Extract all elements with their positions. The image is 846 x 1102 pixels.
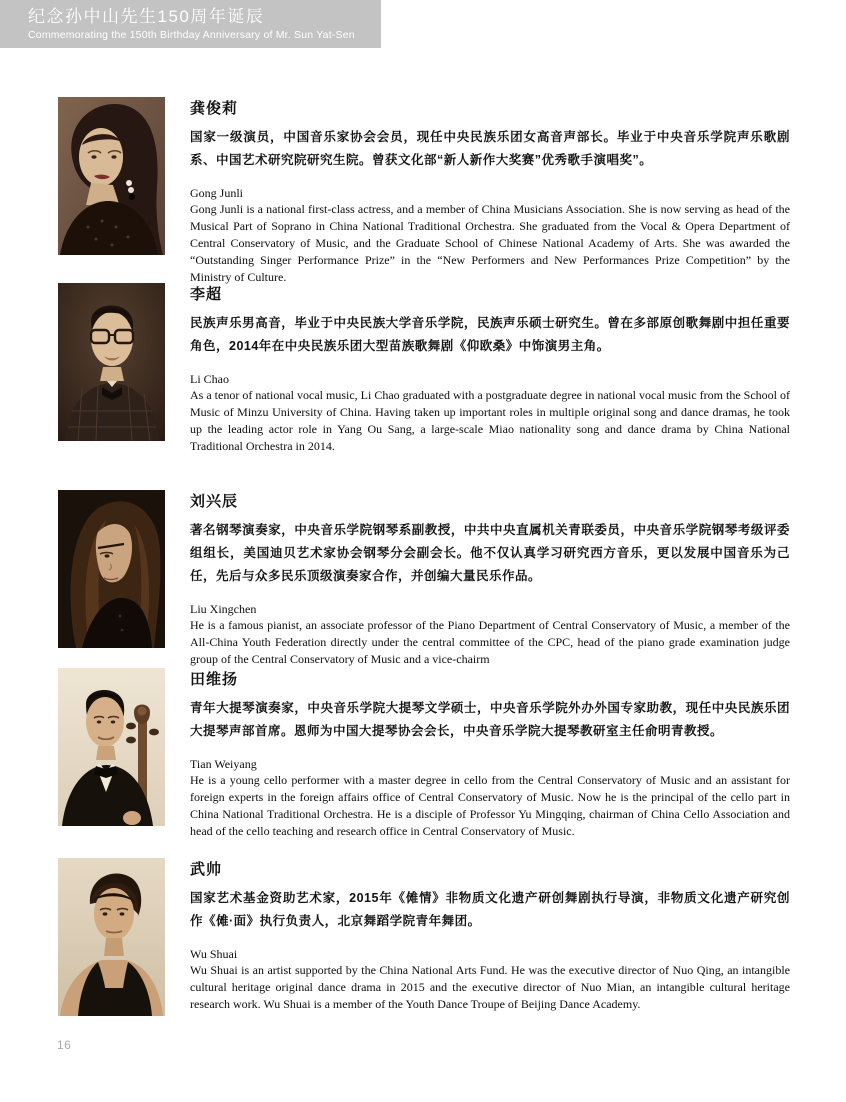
performer-bio-zh: 著名钢琴演奏家，中央音乐学院钢琴系副教授，中共中央直属机关青联委员，中央音乐学院钢琴考级评委组组长，美国迪贝艺术家协会钢琴分会副会长。他不仅认真学习研究西方音乐，更以发展中国音乐为己任，先后与众多民乐顶级演奏家合作，并创编大量民乐作品。 bbox=[190, 523, 790, 583]
performer-name-en: Wu Shuai bbox=[190, 947, 238, 961]
sepia-portrait-long-hair-icon bbox=[58, 490, 165, 648]
sepia-portrait-cellist-icon bbox=[58, 668, 165, 826]
sepia-portrait-dancer-icon bbox=[58, 858, 165, 1016]
performer-bio-zh: 国家一级演员，中国音乐家协会会员，现任中央民族乐团女高音声部长。毕业于中央音乐学院声乐歌剧系、中国艺术研究院研究生院。曾获文化部“新人新作大奖赛”优秀歌手演唱奖”。 bbox=[190, 130, 790, 167]
performer-bio-zh: 国家艺术基金资助艺术家，2015年《傩情》非物质文化遗产研创舞剧执行导演，非物质文化遗产研究创作《傩·面》执行负责人，北京舞蹈学院青年舞团。 bbox=[190, 891, 790, 928]
performer-name-en: Li Chao bbox=[190, 372, 229, 386]
performer-name-zh: 李超 bbox=[190, 286, 223, 303]
portrait-photo-wu-shuai bbox=[58, 858, 165, 1016]
performer-name-zh: 刘兴辰 bbox=[190, 493, 239, 510]
page-title: 纪念孙中山先生150周年诞辰 bbox=[28, 7, 265, 26]
sepia-portrait-man-glasses-icon bbox=[58, 283, 165, 441]
performer-bio-en: He is a famous pianist, an associate professor of the Piano Department of Central Conservatory of Music, a member of the All-China Youth Federation directly under the central committee of the CPC, head of the piano grade examination judge group of the Central Conservatory of Music and a vice-chairm bbox=[190, 618, 790, 666]
header-banner bbox=[0, 0, 381, 48]
performer-bio-en: He is a young cello performer with a master degree in cello from the Central Conservatory of Music and an assistant for foreign experts in the foreign affairs office of Central Conservatory of Music. Now he is the principal of the cello part in China National Traditional Orchestra. He is a disciple of Professor Yu Mingqing, chairman of China Cello Association and head of the cello teaching and research office in Central Conservatory of Music. bbox=[190, 773, 790, 838]
profile-text-liu-xingchen bbox=[190, 490, 790, 668]
performer-name-en: Liu Xingchen bbox=[190, 602, 257, 616]
performer-bio-en: Wu Shuai is an artist supported by the China National Arts Fund. He was the executive director of Nuo Qing, an intangible cultural heritage original dance drama in 2015 and the executive director of Nuo Mian, an intangible cultural heritage research work. Wu Shuai is a member of the Youth Dance Troupe of Beijing Dance Academy. bbox=[190, 963, 790, 1011]
portrait-photo-tian-weiyang bbox=[58, 668, 165, 826]
portrait-photo-gong-junli bbox=[58, 97, 165, 255]
performer-name-zh: 龚俊莉 bbox=[190, 100, 239, 117]
performer-bio-zh: 青年大提琴演奏家，中央音乐学院大提琴文学硕士，中央音乐学院外办外国专家助教，现任中央民族乐团大提琴声部首席。恩师为中国大提琴协会会长，中央音乐学院大提琴教研室主任俞明青教授。 bbox=[190, 701, 790, 738]
profile-text-li-chao bbox=[190, 283, 790, 455]
performer-name-en: Gong Junli bbox=[190, 186, 244, 200]
performer-name-zh: 田维扬 bbox=[190, 671, 239, 688]
performer-bio-en: As a tenor of national vocal music, Li Chao graduated with a postgraduate degree in national vocal music from the School of Music of Minzu University of China. Having taken up important roles in multiple original song and dance dramas, he took up the leading actor role in Yang Ou Sang, a large-scale Miao nationality song and dance drama by China National Traditional Orchestra in 2014. bbox=[190, 388, 790, 453]
performer-bio-en: Gong Junli is a national first-class actress, and a member of China Musicians Association. She is now serving as head of the Musical Part of Soprano in China National Traditional Orchestra. She graduated from the Vocal & Opera Department of Central Conservatory of Music, and the Graduate School of Chinese National Academy of Arts. She was awarded the “Outstanding Singer Performance Prize” in the “New Performers and New Performances Prize Competition” by the Ministry of Culture. bbox=[190, 202, 790, 284]
profile-text-tian-weiyang bbox=[190, 668, 790, 840]
profile-text-gong-junli bbox=[190, 97, 790, 286]
sepia-portrait-woman-icon bbox=[58, 97, 165, 255]
performer-name-en: Tian Weiyang bbox=[190, 757, 257, 771]
page-number: 16 bbox=[57, 1038, 72, 1052]
performer-name-zh: 武帅 bbox=[190, 861, 223, 878]
profile-text-wu-shuai bbox=[190, 858, 790, 1013]
portrait-photo-li-chao bbox=[58, 283, 165, 441]
page-subtitle: Commemorating the 150th Birthday Anniversary of Mr. Sun Yat-Sen bbox=[28, 29, 355, 41]
portrait-photo-liu-xingchen bbox=[58, 490, 165, 648]
performer-bio-zh: 民族声乐男高音，毕业于中央民族大学音乐学院，民族声乐硕士研究生。曾在多部原创歌舞剧中担任重要角色，2014年在中央民族乐团大型苗族歌舞剧《仰欧桑》中饰演男主角。 bbox=[190, 316, 790, 353]
